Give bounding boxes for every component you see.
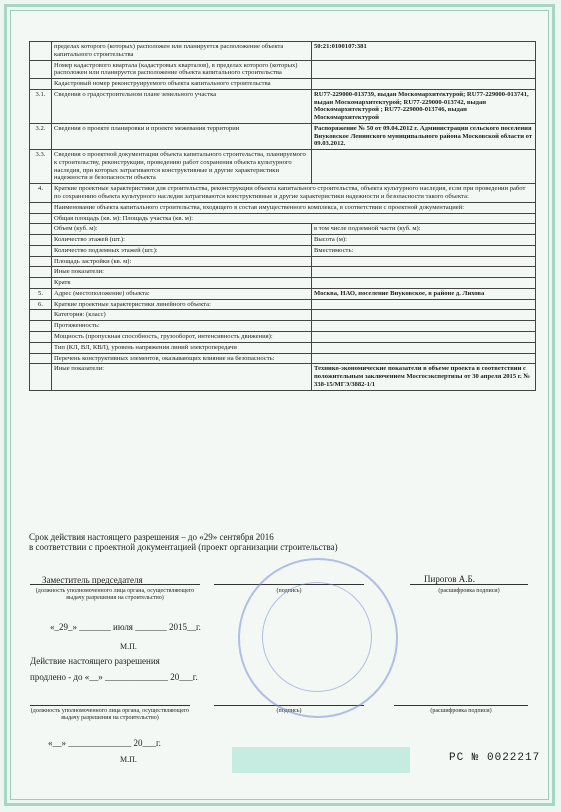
- table-row: [30, 235, 536, 246]
- row-number: 4.: [30, 184, 52, 203]
- table-row: [30, 60, 536, 79]
- table-row: [30, 353, 536, 364]
- caption: (расшифровка подписи): [430, 708, 492, 714]
- table-row: [30, 267, 536, 278]
- table-row: [30, 364, 536, 390]
- extension-title: Действие настоящего разрешения: [30, 656, 160, 666]
- seal-mark: М.П.: [120, 642, 137, 651]
- cell-text: Сведения о проектной документации объекта капитального строительства, планируемого к строительству, реконструкции, проведению работ сохранения объекта культурного наследия, при которых затрагиваются конструктивные и другие характеристики надежности и безопасности объекта: [52, 150, 312, 184]
- table-row: [30, 150, 536, 184]
- caption: (подпись): [276, 708, 302, 714]
- table-row: [30, 213, 536, 224]
- table-row: [30, 278, 536, 289]
- table-row: [30, 342, 536, 353]
- signature-line: [394, 705, 528, 706]
- cell-text: Тип (КЛ, ВЛ, КВЛ), уровень напряжения линий электропередачи: [52, 342, 312, 353]
- cell-text: Количество подземных этажей (шт.):: [52, 245, 312, 256]
- cell-text: Краткие проектные характеристики для строительства, реконструкции объекта капитального строительства, объекта культурного наследия, если при проведении работ по сохранению объекта культурного наследия затрагиваются конструктивные и другие характеристики надежности и безопасности такого объекта:: [52, 184, 536, 203]
- cell-text: Категория: (класс): [52, 310, 312, 321]
- cell-value: Москва, НАО, поселение Внуковское, в районе д. Лихова: [312, 288, 536, 299]
- table-row: [30, 245, 536, 256]
- redaction-box: [232, 747, 410, 773]
- cell-text: Перечень конструктивных элементов, оказывающих влияние на безопасность:: [52, 353, 312, 364]
- table-row: [30, 79, 536, 90]
- issue-date: «_29_» _______ июля _______ 2015__г.: [50, 622, 201, 632]
- table-row: [30, 331, 536, 342]
- table-row: [30, 89, 536, 123]
- cell-value: Распоряжение № 50 от 09.04.2012 г. Администрация сельского поселения Внуковское Ленинского муниципального района Московской области от 09.03.2012.: [312, 123, 536, 149]
- signature-line: [30, 584, 200, 585]
- signature-line: [410, 584, 528, 585]
- cell-text: Протяженность:: [52, 321, 312, 332]
- table-row: [30, 202, 536, 213]
- extension-until: продлено - до «__» ______________ 20___г.: [30, 672, 198, 682]
- cell-text: Общая площадь (кв. м): Площадь участка (кв. м):: [52, 213, 536, 224]
- validity-text: Срок действия настоящего разрешения – до «29» сентября 2016 в соответствии с проектной документацией (проект организации строительства): [29, 532, 338, 552]
- table-row: [30, 310, 536, 321]
- cell-text: Количество этажей (шт.):: [52, 235, 312, 246]
- cell-text: Площадь застройки (кв. м):: [52, 256, 312, 267]
- seal-mark: М.П.: [120, 755, 137, 764]
- cell-text: Объем (куб. м):: [52, 224, 312, 235]
- permit-table: [29, 41, 536, 391]
- table-row: [30, 256, 536, 267]
- official-seal: [238, 558, 398, 718]
- document-number: РС № 0022217: [449, 752, 541, 764]
- caption: (подпись): [276, 588, 302, 594]
- cell-text: Мощность (пропускная способность, грузооборот, интенсивность движения):: [52, 331, 312, 342]
- row-number: 6.: [30, 299, 52, 310]
- cell-text: в том числе подземной части (куб. м):: [312, 224, 536, 235]
- cell-text: Высота (м):: [312, 235, 536, 246]
- cell-text: Сведения о проекте планировки и проекте межевания территории: [52, 123, 312, 149]
- cell-text: Сведения о градостроительном плане земельного участка: [52, 89, 312, 123]
- cell-text: Номер кадастрового квартала (кадастровых кварталов), в пределах которого (которых) расположен или планируется расположение объекта капитального строительства: [52, 60, 312, 79]
- caption: (расшифровка подписи): [438, 588, 500, 594]
- cell-text: Адрес (местоположение) объекта:: [52, 288, 312, 299]
- cell-text: [312, 256, 536, 267]
- table-row: [30, 288, 536, 299]
- table-row: [30, 299, 536, 310]
- cell-value: Технико-экономические показатели в объеме проекта в соответствии с положительным заключением Мосгосэкспертизы от 30 апреля 2015 г. № 338-15/МГЭ/3882-1/1: [312, 364, 536, 390]
- caption: (должность уполномоченного лица органа, осуществляющего выдачу разрешения на строительство): [35, 588, 195, 601]
- deputy-title: Заместитель председателя: [42, 575, 143, 585]
- cell-text: Наименование объекта капитального строительства, входящего в состав имущественного комплекса, в соответствии с проектной документацией:: [52, 202, 536, 213]
- table-row: [30, 42, 536, 61]
- table-row: [30, 224, 536, 235]
- cell-value: RU77-229000-013739, выдан Москомархитектурой; RU77-229000-013741, выдан Москомархитектурой; RU77-229000-013742, выдан Москомархитектурой ; RU77-229000-013746, выдан Москомархитектурой: [312, 89, 536, 123]
- cell-text: Вместимость:: [312, 245, 536, 256]
- cell-text: Кратк: [52, 278, 312, 289]
- row-number: 5.: [30, 288, 52, 299]
- row-number: 3.1.: [30, 89, 52, 123]
- row-number: 3.3.: [30, 150, 52, 184]
- row-number: 3.2.: [30, 123, 52, 149]
- signature-line: [30, 705, 190, 706]
- cell-text: Иные показатели:: [52, 364, 312, 390]
- cell-text: пределах которого (которых) расположен или планируется расположение объекта капитального строительства: [52, 42, 312, 61]
- table-row: [30, 184, 536, 203]
- caption: (должность уполномоченного лица органа, осуществляющего выдачу разрешения на строительство): [30, 708, 190, 721]
- table-row: [30, 123, 536, 149]
- extension-date: «__» ______________ 20___г.: [48, 738, 161, 748]
- cell-text: Краткие проектные характеристики линейного объекта:: [52, 299, 312, 310]
- table-row: [30, 321, 536, 332]
- cell-text: Кадастровый номер реконструируемого объекта капитального строительства: [52, 79, 312, 90]
- signer-name: Пирогов А.Б.: [424, 574, 475, 584]
- cell-text: Иные показатели:: [52, 267, 312, 278]
- cell-value: 50:21:0100107:381: [312, 42, 536, 61]
